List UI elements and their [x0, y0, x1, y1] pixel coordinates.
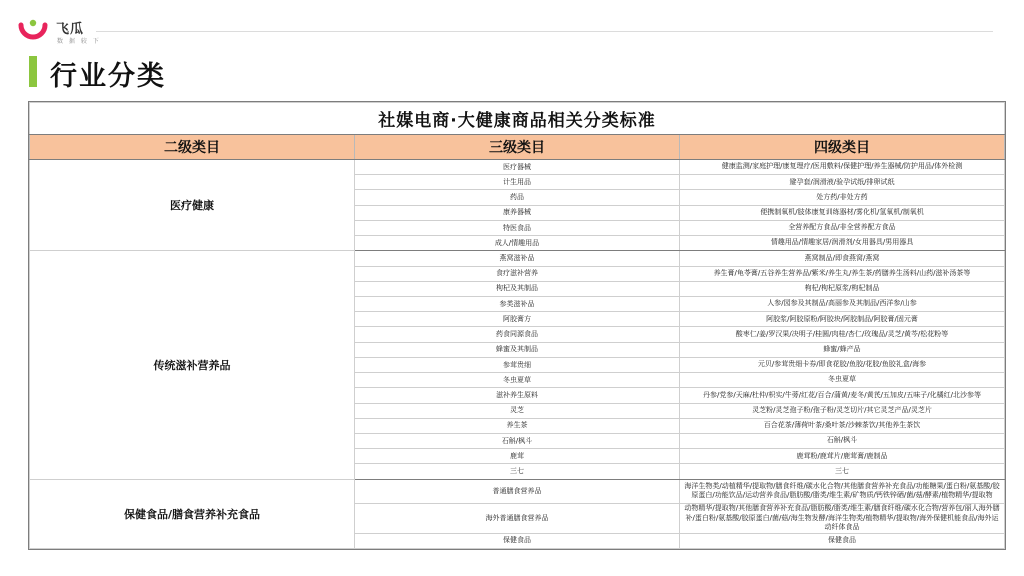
level3-cell: 枸杞及其制品: [355, 281, 680, 296]
title-accent-bar: [29, 56, 37, 87]
table-row: [30, 251, 1005, 266]
table-caption: 社媒电商·大健康商品相关分类标准: [30, 103, 1005, 135]
level3-cell: 三七: [355, 464, 680, 479]
level4-cell: 保健食品: [680, 533, 1005, 548]
column-header-level4: 四级类目: [680, 135, 1005, 160]
level4-cell: 枸杞/枸杞原浆/枸杞制品: [680, 281, 1005, 296]
level4-cell: 三七: [680, 464, 1005, 479]
level3-cell: 灵芝: [355, 403, 680, 418]
level2-cell: 传统滋补营养品: [30, 251, 355, 479]
level4-cell: 燕窝制品/即食燕窝/燕窝: [680, 251, 1005, 266]
level3-cell: 鹿茸: [355, 449, 680, 464]
page-title: 行业分类: [50, 61, 166, 92]
header-divider: [96, 31, 993, 32]
level3-cell: 计生用品: [355, 175, 680, 190]
level4-cell: 情趣用品/情趣家居/润滑剂/女用器具/男用器具: [680, 236, 1005, 251]
level3-cell: 海外普通膳食营养品: [355, 503, 680, 533]
level3-cell: 蜂蜜及其制品: [355, 342, 680, 357]
level3-cell: 参类滋补品: [355, 296, 680, 311]
level4-cell: 人参/园参及其制品/高丽参及其制品/西洋参/山参: [680, 296, 1005, 311]
level3-cell: 普通膳食营养品: [355, 479, 680, 503]
level3-cell: 康养器械: [355, 205, 680, 220]
level4-cell: 海洋生物类/动植精华/提取物/膳食纤维/碳水化合物/其他膳食营养补充食品/功能糖果/蛋白粉/氨基酸/胶原蛋白/功能饮品/运动营养食品/脂肪酸/脂类/维生素/矿物质/钙铁锌硒/菌/菇/酵素/植物精华/提取物: [680, 479, 1005, 503]
level3-cell: 阿胶膏方: [355, 312, 680, 327]
level2-cell: 保健食品/膳食营养补充食品: [30, 479, 355, 548]
level3-cell: 特医食品: [355, 220, 680, 235]
level2-cell: 医疗健康: [30, 160, 355, 251]
level3-cell: 滋补养生原料: [355, 388, 680, 403]
level4-cell: 养生膏/龟苓膏/五谷养生营养品/紫米/养生丸/养生茶/药膳养生汤料/山药/滋补汤茶等: [680, 266, 1005, 281]
table-row: [30, 160, 1005, 175]
level4-cell: 阿胶浆/阿胶原粉/阿胶块/阿胶制品/阿胶膏/固元膏: [680, 312, 1005, 327]
category-table-container: [28, 101, 1006, 550]
column-header-level3: 三级类目: [355, 135, 680, 160]
level3-cell: 药食同源食品: [355, 327, 680, 342]
level4-cell: 冬虫夏草: [680, 373, 1005, 388]
level3-cell: 石斛/枫斗: [355, 433, 680, 448]
level3-cell: 成人/情趣用品: [355, 236, 680, 251]
level4-cell: 石斛/枫斗: [680, 433, 1005, 448]
level4-cell: 元贝/参茸贵细卡券/即食花胶/鱼胶/花胶/鱼胶礼盒/海参: [680, 357, 1005, 372]
level3-cell: 药品: [355, 190, 680, 205]
brand-tagline: 数 据 较 下: [57, 38, 101, 45]
level3-cell: 参茸贵细: [355, 357, 680, 372]
level4-cell: 便携制氧机/肢体康复训练器材/雾化机/氢氧机/制氧机: [680, 205, 1005, 220]
column-header-level2: 二级类目: [30, 135, 355, 160]
level4-cell: 处方药/非处方药: [680, 190, 1005, 205]
level4-cell: 百合花茶/薄荷叶茶/桑叶茶/沙棘茶饮/其他养生茶饮: [680, 418, 1005, 433]
level3-cell: 养生茶: [355, 418, 680, 433]
table-body: [30, 160, 1005, 549]
level4-cell: 蜂蜜/蜂产品: [680, 342, 1005, 357]
category-table: [29, 102, 1005, 549]
level4-cell: 动物精华/提取物/其他膳食营养补充食品/脂肪酸/脂类/维生素/膳食纤维/碳水化合物/营养包/丽人海外膳补/蛋白粉/氨基酸/胶原蛋白/菌/菇/海生物发酵/海洋生物类/植物精华/提取物/海外保健机能食品/海外运动纤体食品: [680, 503, 1005, 533]
level3-cell: 燕窝滋补品: [355, 251, 680, 266]
level3-cell: 冬虫夏草: [355, 373, 680, 388]
level3-cell: 医疗器械: [355, 160, 680, 175]
brand-name: 飞瓜: [56, 22, 85, 37]
level4-cell: 全营养配方食品/非全营养配方食品: [680, 220, 1005, 235]
level3-cell: 保健食品: [355, 533, 680, 548]
level4-cell: 鹿茸粉/鹿茸片/鹿茸膏/鹿制品: [680, 449, 1005, 464]
level3-cell: 食疗滋补营养: [355, 266, 680, 281]
level4-cell: 健康监测/家庭护理/康复理疗/医用敷料/保健护理/养生器械/防护用品/体外检测: [680, 160, 1005, 175]
logo-mark-icon: [18, 17, 48, 47]
level4-cell: 酸枣仁/姜/罗汉果/决明子/桂圆/肉桂/杏仁/玫瑰品/灵芝/黄芩/松花粉等: [680, 327, 1005, 342]
level4-cell: 灵芝粉/灵芝孢子粉/孢子粉/灵芝切片/其它灵芝产品/灵芝片: [680, 403, 1005, 418]
level4-cell: 避孕套/润滑液/验孕试纸/排卵试纸: [680, 175, 1005, 190]
table-row: [30, 479, 1005, 503]
brand-logo: [18, 17, 108, 47]
level4-cell: 丹参/党参/天麻/杜仲/枳实/牛蒡/红花/百合/蒲黄/麦冬/黄芪/五加皮/五味子/化橘红/北沙参等: [680, 388, 1005, 403]
